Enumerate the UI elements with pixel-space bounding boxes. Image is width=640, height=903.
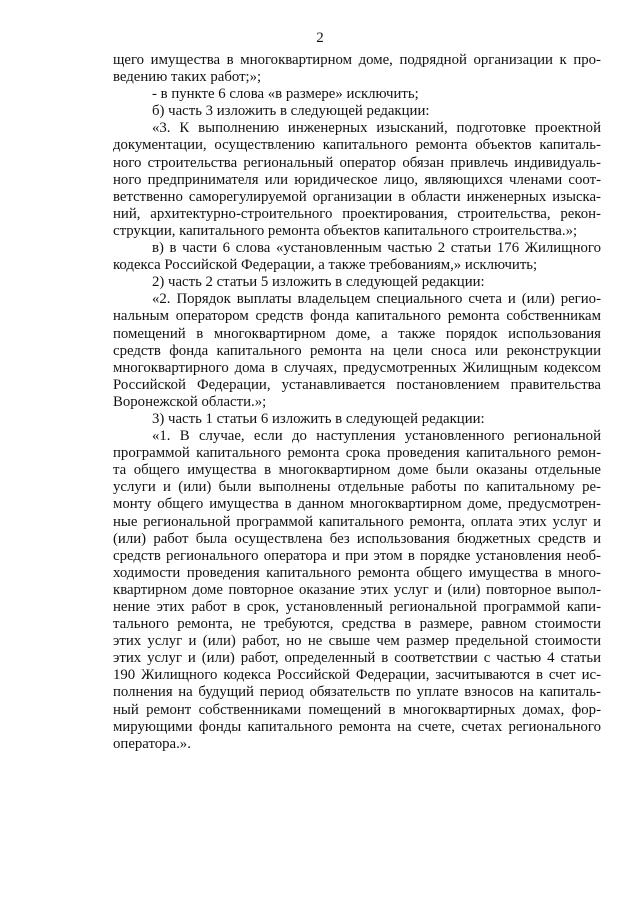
text-line: услуги и (или) были выполнены отдельные работы по капитальному ре- — [113, 479, 601, 496]
text-line: нение этих работ в срок, установленный региональной программой капи- — [113, 599, 601, 615]
text-line: 3) часть 1 статьи 6 изложить в следующей редакции: — [152, 410, 485, 427]
text-line: ный ремонт собственниками помещений в многоквартирных домах, фор- — [113, 701, 601, 718]
text-line: щего имущества в многоквартирном доме, подрядной организации к про- — [113, 52, 601, 68]
text-line: мирующими фонды капитального ремонта на счете, счетах регионального — [113, 718, 601, 735]
text-line: та общего имущества в многоквартирном доме были оказаны отдельные — [113, 462, 601, 479]
text-line: струкции, капитального ремонта объектов капитального строительства.»; — [113, 222, 578, 239]
text-line: кодекса Российской Федерации, а также требованиям,» исключить; — [113, 257, 538, 274]
text-line: средств фонда капитального ремонта на цели сноса или реконструкции — [113, 342, 601, 359]
text-line: «3. К выполнению инженерных изысканий, подготовке проектной — [152, 120, 601, 137]
text-line: этих услуг и (или) работ, но не свыше чем размер предельной стоимости — [113, 633, 601, 650]
text-line: ного предпринимателя или юридическое лицо, являющихся членами соот- — [113, 171, 601, 188]
text-line: оператора.». — [113, 735, 191, 752]
text-line: 2) часть 2 статьи 5 изложить в следующей редакции: — [152, 274, 485, 291]
text-line: ведению таких работ;»; — [113, 69, 262, 86]
text-line: программой капитального ремонта срока проведения капитального ремон- — [113, 445, 601, 462]
page-number: 2 — [316, 30, 324, 46]
text-line: Воронежской области.»; — [113, 393, 267, 410]
text-line: ветственно саморегулируемой организации в области инженерных изыска- — [113, 188, 601, 205]
text-line: средств регионального оператора и при этом в порядке установления необ- — [113, 547, 601, 564]
text-line: ний, архитектурно-строительного проектирования, строительства, рекон- — [113, 205, 601, 222]
document-body — [113, 52, 601, 753]
text-line: «1. В случае, если до наступления установленного региональной — [152, 428, 601, 445]
text-line: ного строительства региональный оператор обязан привлечь индивидуаль- — [113, 154, 601, 171]
text-line: помещений в многоквартирном доме, а также порядок использования — [113, 325, 601, 342]
text-line: ходимости проведения капитального ремонта общего имущества в много- — [113, 564, 601, 581]
text-line: документации, осуществлению капитального ремонта объектов капиталь- — [113, 137, 601, 154]
text-line: многоквартирного дома в случаях, предусмотренных Жилищным кодексом — [113, 359, 601, 376]
text-line: (или) работ была осуществлена без использования бюджетных средств и — [113, 530, 601, 547]
text-line: 190 Жилищного кодекса Российской Федерации, засчитываются в счет ис- — [113, 667, 601, 684]
text-line: монту общего имущества в данном многоквартирном доме, предусмотрен- — [113, 496, 601, 513]
text-line: квартирном доме повторное оказание этих услуг и (или) повторное выпол- — [113, 581, 601, 598]
text-line: б) часть 3 изложить в следующей редакции: — [152, 103, 430, 120]
text-line: этих услуг и (или) работ, определенный в соответствии с частью 4 статьи — [113, 650, 601, 667]
text-line: полнения на будущий период обязательств по уплате взносов на капиталь- — [113, 684, 601, 701]
text-line: в) в части 6 слова «установленным частью 2 статьи 176 Жилищного — [152, 240, 601, 257]
text-line: ные региональной программой капитального ремонта, оплата этих услуг и — [113, 513, 601, 530]
text-line: нальным оператором средств фонда капитального ремонта собственникам — [113, 308, 601, 325]
text-line: Российской Федерации, устанавливается постановлением правительства — [113, 376, 601, 393]
text-line: тального ремонта, не требуются, средства в размере, равном стоимости — [113, 616, 601, 633]
text-line: «2. Порядок выплаты владельцем специального счета и (или) регио- — [152, 291, 601, 308]
text-line: - в пункте 6 слова «в размере» исключить; — [152, 86, 419, 103]
